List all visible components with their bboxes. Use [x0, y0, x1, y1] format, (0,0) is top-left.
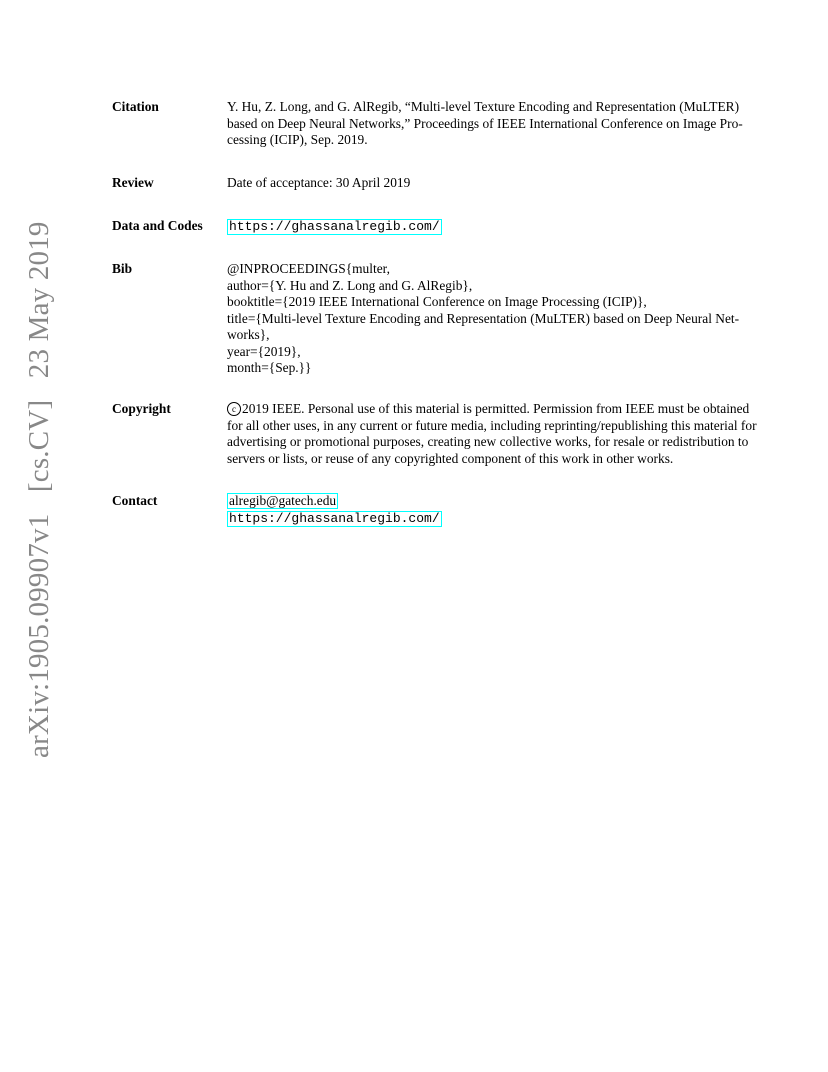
citation-label: Citation: [112, 99, 159, 114]
copyright-line: advertising or promotional purposes, creating new collective works, for resale or redistribution to: [227, 434, 749, 449]
bib-line: year={2019},: [227, 343, 301, 359]
bib-line: month={Sep.}}: [227, 360, 312, 375]
bib-line: author={Y. Hu and Z. Long and G. AlRegib},: [227, 277, 473, 293]
arxiv-identifier-stamp: [21, 221, 57, 758]
bib-line: title={Multi-level Texture Encoding and Representation (MuLTER) based on Deep Neural Net-: [227, 310, 740, 326]
copyright-symbol-icon: c: [227, 402, 241, 416]
copyright-label: Copyright: [112, 401, 171, 416]
data-codes-label: Data and Codes: [112, 218, 203, 233]
copyright-text: [227, 401, 758, 467]
copyright-line: servers or lists, or reuse of any copyrighted component of this work in other works.: [227, 450, 674, 466]
contact-email-link[interactable]: alregib@gatech.edu: [229, 493, 337, 508]
citation-text: [227, 99, 758, 149]
bib-text: [227, 261, 758, 377]
bib-label: Bib: [112, 261, 133, 276]
arxiv-category: [cs.CV]: [23, 399, 55, 493]
citation-line: Y. Hu, Z. Long, and G. AlRegib, “Multi-level Texture Encoding and Representation (MuLTER): [227, 99, 740, 114]
bib-line: @INPROCEEDINGS{multer,: [227, 261, 390, 276]
contact-label: Contact: [112, 493, 158, 508]
contact-website-link[interactable]: https://ghassanalregib.com/: [229, 510, 440, 526]
citation-line: cessing (ICIP), Sep. 2019.: [227, 132, 368, 147]
bib-line: booktitle={2019 IEEE International Conference on Image Processing (ICIP)},: [227, 294, 647, 309]
copyright-line: 2019 IEEE. Personal use of this material is permitted. Permission from IEEE must be obtained: [242, 401, 750, 416]
arxiv-id: arXiv:1905.09907v1: [23, 513, 55, 758]
bib-line: works},: [227, 327, 270, 342]
data-codes-link[interactable]: https://ghassanalregib.com/: [229, 219, 440, 234]
copyright-line: for all other uses, in any current or future media, including reprinting/republishing this material for: [227, 417, 757, 433]
review-text: Date of acceptance: 30 April 2019: [227, 175, 411, 190]
arxiv-date: 23 May 2019: [23, 221, 55, 379]
review-label: Review: [112, 175, 154, 190]
citation-line: based on Deep Neural Networks,” Proceedings of IEEE International Conference on Image Pro-: [227, 115, 743, 131]
